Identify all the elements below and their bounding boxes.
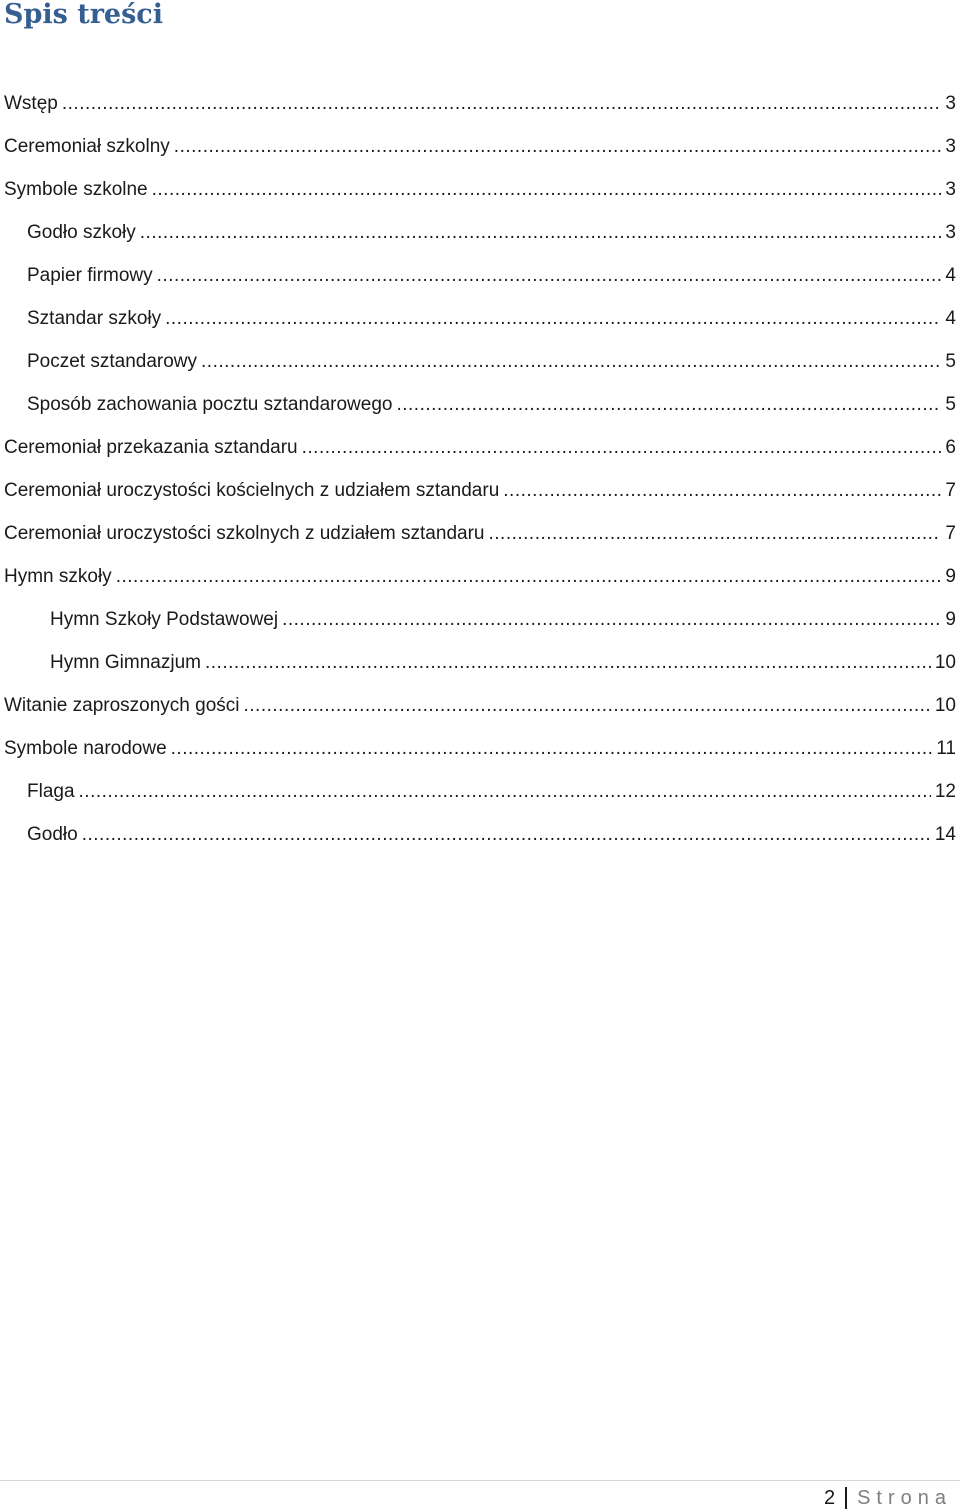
toc-entry[interactable] [4, 555, 956, 598]
toc-entry-page: 10 [934, 695, 956, 716]
toc-entry[interactable] [4, 469, 956, 512]
toc-entry-title: Godło [27, 824, 78, 845]
toc-entry-title: Godło szkoły [27, 222, 136, 243]
toc-entry[interactable] [4, 727, 956, 770]
toc-entry-page: 5 [945, 351, 956, 372]
toc-entry-title: Sposób zachowania pocztu sztandarowego [27, 394, 393, 415]
toc-dot-leader [116, 555, 942, 598]
toc-dot-leader [174, 125, 942, 168]
toc-entry-page: 3 [945, 179, 956, 200]
toc-entry-title: Hymn Gimnazjum [50, 652, 201, 673]
toc-entry-title: Ceremoniał uroczystości szkolnych z udziałem sztandaru [4, 523, 485, 544]
toc-dot-leader [488, 512, 941, 555]
toc-dot-leader [79, 770, 931, 813]
toc-entry[interactable] [4, 770, 956, 813]
toc-dot-leader [396, 383, 941, 426]
toc-entry-title: Witanie zaproszonych gości [4, 695, 240, 716]
toc-entry-page: 3 [945, 136, 956, 157]
toc-entry-title: Symbole szkolne [4, 179, 148, 200]
toc-dot-leader [62, 82, 942, 125]
toc-entry-page: 9 [945, 566, 956, 587]
toc-entry-page: 3 [945, 93, 956, 114]
toc-entry-page: 10 [934, 652, 956, 673]
toc-entry[interactable] [4, 512, 956, 555]
toc-entry-page: 7 [945, 523, 956, 544]
toc-entry-title: Hymn szkoły [4, 566, 112, 587]
footer-page-number: 2 [823, 1487, 836, 1509]
footer-separator [845, 1487, 847, 1509]
toc-entry[interactable] [4, 82, 956, 125]
toc-entry-page: 6 [945, 437, 956, 458]
toc-dot-leader [140, 211, 942, 254]
toc-entry-title: Flaga [27, 781, 75, 802]
toc-entry-page: 12 [934, 781, 956, 802]
toc-dot-leader [503, 469, 941, 512]
toc-entry[interactable] [4, 168, 956, 211]
toc-entry-page: 4 [945, 308, 956, 329]
toc-entry-page: 4 [945, 265, 956, 286]
toc-list [4, 82, 956, 856]
toc-entry-page: 5 [945, 394, 956, 415]
toc-entry[interactable] [4, 813, 956, 856]
toc-heading: Spis treści [4, 0, 164, 30]
toc-entry-title: Ceremoniał uroczystości kościelnych z udziałem sztandaru [4, 480, 500, 501]
toc-entry-page: 9 [945, 609, 956, 630]
toc-dot-leader [201, 340, 941, 383]
toc-entry-title: Papier firmowy [27, 265, 153, 286]
toc-entry-title: Poczet sztandarowy [27, 351, 198, 372]
toc-dot-leader [157, 254, 942, 297]
toc-entry-title: Hymn Szkoły Podstawowej [50, 609, 279, 630]
footer-divider [0, 1480, 960, 1481]
toc-dot-leader [302, 426, 942, 469]
page-footer [824, 1484, 952, 1512]
toc-dot-leader [152, 168, 942, 211]
toc-entry[interactable] [4, 297, 956, 340]
toc-dot-leader [82, 813, 931, 856]
toc-dot-leader [205, 641, 931, 684]
toc-entry-title: Symbole narodowe [4, 738, 167, 759]
toc-entry-title: Wstęp [4, 93, 58, 114]
toc-entry[interactable] [4, 598, 956, 641]
toc-entry[interactable] [4, 641, 956, 684]
toc-entry[interactable] [4, 125, 956, 168]
toc-dot-leader [171, 727, 933, 770]
toc-dot-leader [282, 598, 941, 641]
footer-label: Strona [857, 1487, 952, 1509]
toc-entry-title: Ceremoniał przekazania sztandaru [4, 437, 298, 458]
toc-entry-page: 11 [936, 738, 956, 759]
toc-entry[interactable] [4, 426, 956, 469]
toc-entry[interactable] [4, 684, 956, 727]
toc-entry[interactable] [4, 340, 956, 383]
toc-entry-page: 14 [934, 824, 956, 845]
toc-entry[interactable] [4, 211, 956, 254]
toc-entry[interactable] [4, 254, 956, 297]
toc-entry[interactable] [4, 383, 956, 426]
toc-entry-page: 3 [945, 222, 956, 243]
toc-dot-leader [165, 297, 941, 340]
toc-entry-title: Sztandar szkoły [27, 308, 162, 329]
toc-entry-page: 7 [945, 480, 956, 501]
toc-entry-title: Ceremoniał szkolny [4, 136, 170, 157]
toc-dot-leader [244, 684, 931, 727]
